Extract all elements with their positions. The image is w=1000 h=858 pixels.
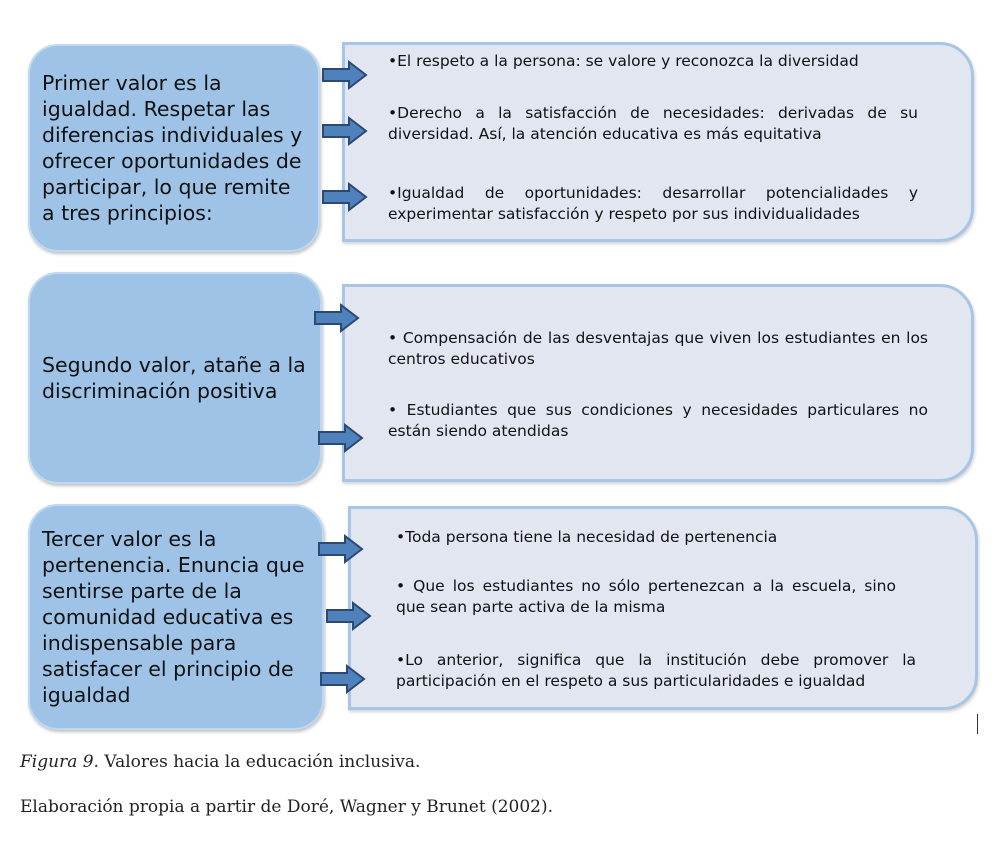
value-text-2: Segundo valor, atañe a la discriminación positiva [42, 353, 306, 403]
divider-line [977, 714, 978, 734]
arrow-right-icon [326, 601, 372, 631]
bullet-3-1: •Toda persona tiene la necesidad de pertenencia [396, 528, 778, 546]
figure-source: Elaboración propia a partir de Doré, Wagner y Brunet (2002). [20, 797, 554, 817]
figure-caption [20, 752, 420, 772]
value-box-1 [28, 44, 320, 252]
arrow-right-icon [320, 664, 366, 694]
arrow-right-icon [322, 182, 368, 212]
bullet-3-2: • Que los estudiantes no sólo pertenezcan a la escuela, sino que sean parte activa de la misma [396, 577, 896, 616]
arrow-right-icon [318, 423, 364, 453]
value-box-3 [28, 504, 324, 730]
bullet-3-3: •Lo anterior, significa que la institución debe promover la participación en el respeto a sus particularidades e igualdad [396, 651, 916, 690]
bullet-1-2: •Derecho a la satisfacción de necesidades: derivadas de su diversidad. Así, la atención educativa es más equitativa [388, 104, 918, 143]
value-box-2 [28, 272, 322, 484]
arrow-right-icon [314, 303, 360, 333]
value-text-1: Primer valor es la igualdad. Respetar las diferencias individuales y ofrecer oportunidades de participar, lo que remite a tres principios: [42, 71, 303, 225]
arrow-right-icon [322, 116, 368, 146]
bullet-1-3: •Igualdad de oportunidades: desarrollar potencialidades y experimentar satisfacción y respeto por sus individualidades [388, 184, 918, 223]
value-text-3: Tercer valor es la pertenencia. Enuncia que sentirse parte de la comunidad educativa es indispensable para satisfacer el principio de igualdad [42, 527, 305, 707]
figure-title: Valores hacia la educación inclusiva. [98, 752, 421, 772]
detail-box-2 [342, 284, 974, 482]
bullet-2-2: • Estudiantes que sus condiciones y necesidades particulares no están siendo atendidas [388, 401, 928, 440]
arrow-right-icon [322, 60, 368, 90]
arrow-right-icon [318, 534, 364, 564]
bullet-2-1: • Compensación de las desventajas que viven los estudiantes en los centros educativos [388, 329, 928, 368]
figure-label: Figura 9. [20, 752, 99, 772]
bullet-1-1: •El respeto a la persona: se valore y reconozca la diversidad [388, 52, 859, 70]
